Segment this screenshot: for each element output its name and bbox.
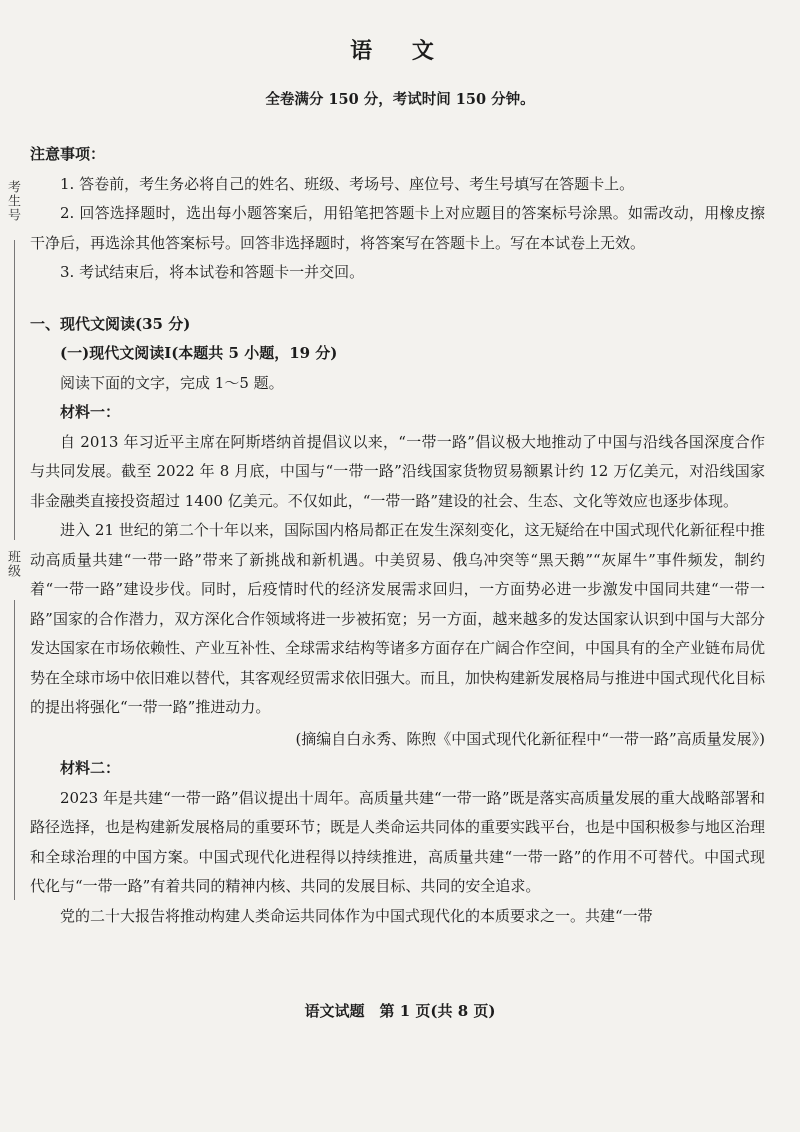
subsection-heading: (一)现代文阅读Ⅰ(本题共 5 小题，19 分) <box>60 344 338 362</box>
page-footer: 语文试题 第 1 页(共 8 页) <box>304 1002 496 1020</box>
reading-instruction: 阅读下面的文字，完成 1～5 题。 <box>60 373 284 392</box>
material-1-paragraph: 进入 21 世纪的第二个十年以来，国际国内格局都正在发生深刻变化，这无疑给在中国式现代化新征程中推动高质量共建“一带一路”带来了新挑战和新机遇。中美贸易、俄乌冲突等“黑天鹅”“灰犀牛”事件频发，制约着“一带一路”建设步伐。同时，后疫情时代的经济发展需求回归，一方面势必进一步激发中国同共建“一带一路”国家的合作潜力，双方深化合作领域将进一步被拓宽；另一方面，越来越多的发达国家认识到中国与大部分发达国家在市场依赖性、产业互补性、全球需求结构等诸多方面存在广阔合作空间，中国具有的全产业链布局优势在全球市场中依旧难以替代，其客观经贸需求依旧强大。而且，加快构建新发展格局与推进中国式现代化目标的提出将强化“一带一路”推进动力。 <box>30 521 766 716</box>
material-1-label: 材料一： <box>60 403 121 421</box>
binding-margin <box>0 180 22 900</box>
material-1-paragraph: 自 2013 年习近平主席在阿斯塔纳首提倡议以来，“一带一路”倡议极大地推动了中国与沿线各国深度合作与共同发展。截至 2022 年 8 月底，中国与“一带一路”沿线国家货物贸易额累计约 12 万亿美元，对沿线国家非金融类直接投资超过 1400 亿美元。不仅如此，“一带一路”建设的社会、生态、文化等效应也逐步体现。 <box>30 432 765 510</box>
notice-item-3: 3. 考试结束后，将本试卷和答题卡一并交回。 <box>60 263 365 281</box>
margin-label-class: 班级 <box>5 550 20 578</box>
margin-label-candidate-number: 考生号 <box>5 180 20 222</box>
exam-title: 语 文 <box>350 38 450 64</box>
section-heading: 一、现代文阅读(35 分) <box>30 314 191 333</box>
notice-item-1: 1. 答卷前，考生务必将自己的姓名、班级、考场号、座位号、考生号填写在答题卡上。 <box>60 174 635 193</box>
exam-subtitle: 全卷满分 150 分，考试时间 150 分钟。 <box>265 91 535 108</box>
material-2-paragraph: 2023 年是共建“一带一路”倡议提出十周年。高质量共建“一带一路”既是落实高质量发展的重大战略部署和路径选择，也是构建新发展格局的重要环节；既是人类命运共同体的重要实践平台，也是中国积极参与地区治理和全球治理的中国方案。中国式现代化进程得以持续推进，高质量共建“一带一路”的作用不可替代。中国式现代化与“一带一路”有着共同的精神内核、共同的发展目标、共同的安全追求。 <box>30 788 766 895</box>
margin-rule-lower <box>14 600 15 900</box>
notice-heading: 注意事项： <box>30 145 106 163</box>
material-1-source: (摘编自白永秀、陈煦《中国式现代化新征程中“一带一路”高质量发展》) <box>295 729 765 748</box>
material-2-label: 材料二： <box>60 759 121 777</box>
notice-item-2: 2. 回答选择题时，选出每小题答案后，用铅笔把答题卡上对应题目的答案标号涂黑。如需改动，用橡皮擦干净后，再选涂其他答案标号。回答非选择题时，将答案写在答题卡上。写在本试卷上无效。 <box>30 204 765 252</box>
margin-rule-upper <box>14 240 15 540</box>
exam-content <box>30 140 765 931</box>
material-2-paragraph: 党的二十大报告将推动构建人类命运共同体作为中国式现代化的本质要求之一。共建“一带 <box>60 906 653 925</box>
